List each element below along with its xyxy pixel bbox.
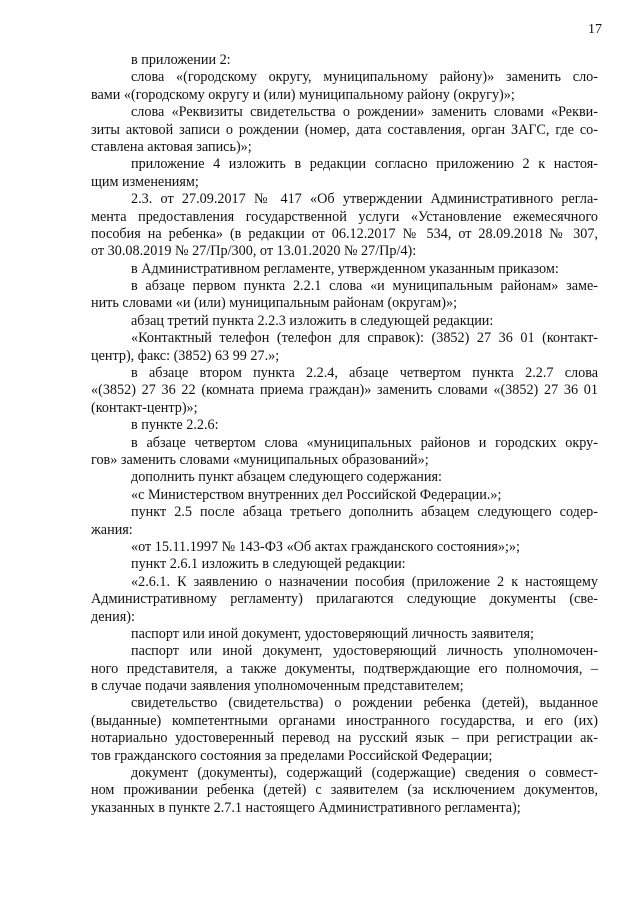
text-line: дения):	[91, 608, 135, 625]
text-line: «Контактный телефон (телефон для справок): (3852) 27 36 01 (контакт-	[131, 330, 598, 347]
text-line: ного представителя, а также документы, подтверждающие его полномочия, –	[91, 660, 598, 677]
text-line: (выданные) компетентными органами иностранного государства, и его (их)	[91, 712, 598, 729]
text-line: свидетельство (свидетельства) о рождении ребенка (детей), выданное	[131, 695, 598, 712]
page-number: 17	[588, 22, 602, 37]
text-line: абзац третий пункта 2.2.3 изложить в следующей редакции:	[131, 312, 494, 329]
text-line: слова «(городскому округу, муниципальному району)» заменить сло-	[131, 69, 598, 86]
text-line: центр), факс: (3852) 63 99 27.»;	[91, 347, 280, 364]
document-body	[91, 52, 598, 817]
text-line: нотариально удостоверенный перевод на русский язык – при регистрации ак-	[91, 730, 598, 747]
text-line: в Административном регламенте, утвержденном указанным приказом:	[131, 260, 559, 277]
text-line: в абзаце четвертом слова «муниципальных районов и городских окру-	[131, 434, 598, 451]
text-line: (контакт-центр)»;	[91, 399, 198, 416]
text-line: дополнить пункт абзацем следующего содержания:	[131, 469, 442, 486]
text-line: зиты актовой записи о рождении (номер, дата составления, орган ЗАГС, где со-	[91, 121, 598, 138]
text-line: ном проживании ребенка (детей) с заявителем (за исключением документов,	[91, 782, 598, 799]
text-line: паспорт или иной документ, удостоверяющий личность заявителя;	[131, 625, 534, 642]
text-line: от 30.08.2019 № 27/Пр/300, от 13.01.2020 № 27/Пр/4):	[91, 243, 417, 260]
text-line: «от 15.11.1997 № 143-ФЗ «Об актах гражданского состояния»;»;	[131, 538, 520, 555]
text-line: приложение 4 изложить в редакции согласно приложению 2 к настоя-	[131, 156, 598, 173]
text-line: в приложении 2:	[131, 52, 231, 68]
text-line: щим изменениям;	[91, 173, 199, 190]
text-line: слова «Реквизиты свидетельства о рождении» заменить словами «Рекви-	[131, 104, 598, 121]
text-line: в абзаце втором пункта 2.2.4, абзаце четвертом пункта 2.2.7 слова	[131, 365, 598, 382]
text-line: мента предоставления государственной услуги «Установление ежемесячного	[91, 208, 598, 225]
text-line: Административному регламенту) прилагаются следующие документы (све-	[91, 591, 598, 608]
text-line: «2.6.1. К заявлению о назначении пособия (приложение 2 к настоящему	[131, 573, 598, 590]
text-line: тов гражданского состояния за пределами Российской Федерации;	[91, 747, 493, 764]
text-line: «с Министерством внутренних дел Российской Федерации.»;	[131, 486, 502, 503]
text-line: гов» заменить словами «муниципальных образований»;	[91, 451, 429, 468]
text-line: паспорт или иной документ, удостоверяющий личность уполномочен-	[131, 643, 598, 660]
text-line: в абзаце первом пункта 2.2.1 слова «и муниципальным районам» заме-	[131, 278, 598, 295]
text-line: ставлена актовая запись)»;	[91, 138, 252, 155]
text-line: документ (документы), содержащий (содержащие) сведения о совмест-	[131, 765, 598, 782]
text-line: жания:	[91, 521, 133, 538]
text-line: в пункте 2.2.6:	[131, 417, 219, 434]
text-line: пособия на ребенка» (в редакции от 06.12.2017 № 534, от 28.09.2018 № 307,	[91, 225, 598, 242]
text-line: нить словами «и (или) муниципальным районам (округам)»;	[91, 295, 458, 312]
text-line: 2.3. от 27.09.2017 № 417 «Об утверждении Административного регла-	[131, 191, 598, 208]
text-line: пункт 2.6.1 изложить в следующей редакции:	[131, 556, 406, 573]
text-line: в случае подачи заявления уполномоченным представителем;	[91, 678, 464, 695]
text-line: вами «(городскому округу и (или) муниципальному району (округу)»;	[91, 86, 515, 103]
text-line: указанных в пункте 2.7.1 настоящего Административного регламента);	[91, 799, 521, 816]
text-line: пункт 2.5 после абзаца третьего дополнить абзацем следующего содер-	[131, 504, 598, 521]
text-line: «(3852) 27 36 22 (комната приема граждан)» заменить словами «(3852) 27 36 01	[91, 382, 598, 399]
